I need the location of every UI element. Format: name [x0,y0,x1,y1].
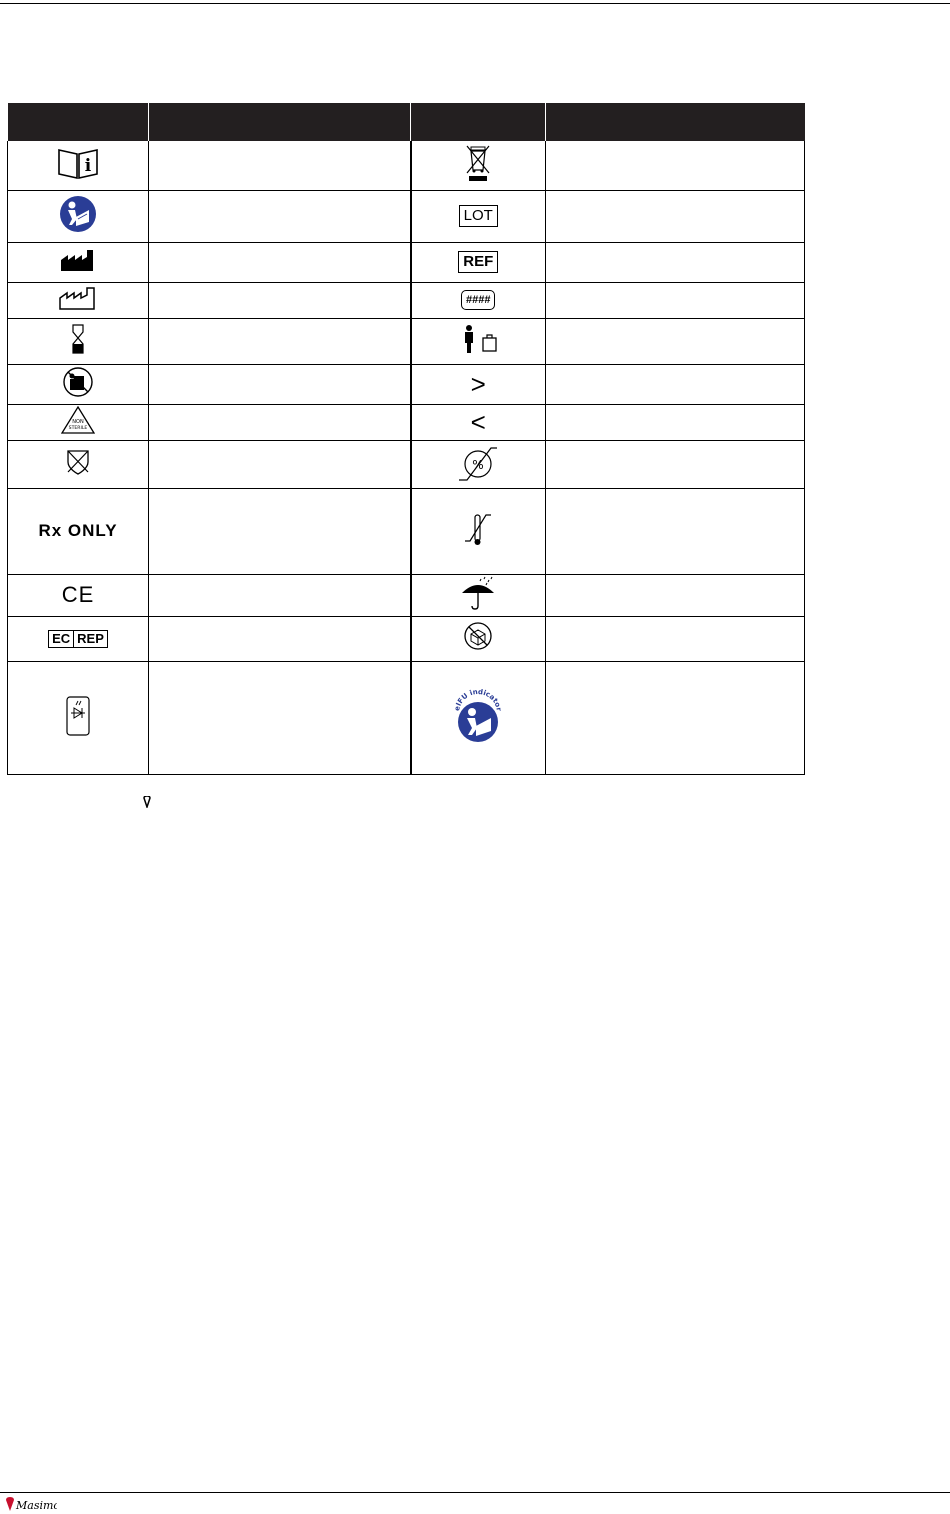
description-cell [149,190,411,242]
svg-text:STERILE: STERILE [68,425,88,431]
description-cell [149,661,411,774]
serial-number-icon: #### [461,290,495,310]
lot-code-icon: LOT [459,205,498,227]
description-cell [149,282,411,318]
table-row [8,364,805,404]
weee-disposal-icon [464,143,492,183]
patient-weight-icon [458,324,498,354]
date-of-manufacture-icon [59,286,97,310]
description-cell [546,318,805,364]
rx-only-icon: Rx ONLY [38,521,118,540]
table-row [8,318,805,364]
description-cell [546,404,805,440]
ec-label: EC [52,630,71,646]
table-row [8,242,805,282]
do-not-discard-icon [62,366,94,398]
description-cell [546,141,805,190]
description-cell [149,242,411,282]
table-row [8,190,805,242]
svg-text:eIFU indicator: eIFU indicator [453,687,504,712]
description-cell [546,190,805,242]
non-sterile-icon [61,406,95,434]
description-cell [546,661,805,774]
description-cell [149,488,411,574]
description-cell [546,364,805,404]
header-symbol-right [411,103,546,141]
table-row [8,440,805,488]
table-row [8,488,805,574]
table-row [8,574,805,616]
description-cell [149,141,411,190]
description-cell [546,574,805,616]
description-cell [149,574,411,616]
description-cell [546,488,805,574]
description-cell [149,616,411,661]
description-cell [546,440,805,488]
header-symbol-left [8,103,149,141]
temperature-limit-icon [463,509,493,549]
less-than-icon: < [411,404,546,440]
ec-rep-icon [48,630,108,648]
do-not-use-damaged-icon [463,621,493,651]
masimo-logo [5,1496,57,1512]
description-cell [149,318,411,364]
description-cell [546,616,805,661]
svg-text:Masimo: Masimo [16,1499,57,1512]
latex-free-icon [65,448,91,476]
svg-text:%: % [472,457,484,472]
svg-text:NON: NON [72,418,84,425]
table-row [8,616,805,661]
trademark-icon [143,796,151,808]
humidity-limit-icon [457,442,499,482]
ce-mark-icon: CE [61,582,95,607]
description-cell [149,404,411,440]
keep-dry-icon [460,575,496,611]
table-header-row [8,103,805,141]
table-row [8,661,805,774]
manufacturer-icon [60,248,96,272]
catalog-number-icon: REF [458,251,498,273]
table-row [8,141,805,190]
greater-than-icon: > [411,364,546,404]
description-cell [546,242,805,282]
rep-label: REP [73,631,107,647]
follow-instructions-icon [59,195,97,233]
use-by-icon [70,324,86,354]
table-row [8,404,805,440]
table-row [8,282,805,318]
header-description-left [149,103,411,141]
svg-text:i: i [84,155,92,176]
description-cell [149,364,411,404]
description-cell [149,440,411,488]
eifu-indicator-icon [447,684,509,746]
symbols-table [7,103,805,775]
light-emitting-diode-icon [65,693,91,737]
footer-rule [0,1492,950,1493]
header-description-right [546,103,805,141]
description-cell [546,282,805,318]
top-rule [0,3,950,4]
consult-instructions-icon [57,146,99,180]
